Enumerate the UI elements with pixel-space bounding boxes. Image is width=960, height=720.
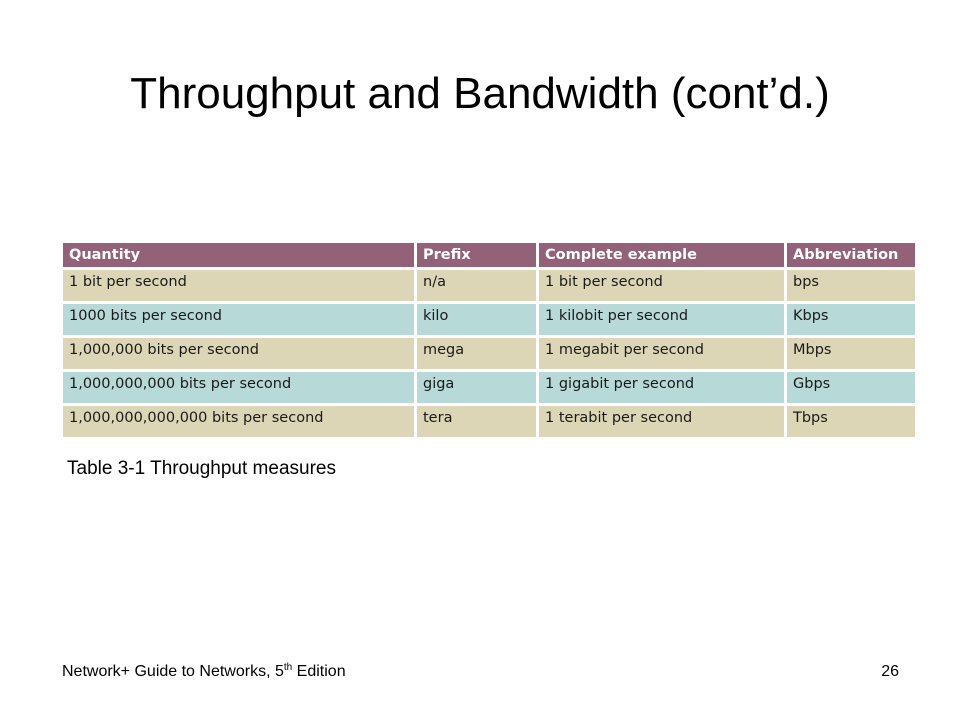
cell-complete-example: 1 bit per second xyxy=(539,270,784,301)
cell-complete-example: 1 terabit per second xyxy=(539,406,784,437)
cell-prefix: tera xyxy=(417,406,536,437)
cell-prefix: kilo xyxy=(417,304,536,335)
column-header-complete-example: Complete example xyxy=(539,243,784,267)
column-header-prefix: Prefix xyxy=(417,243,536,267)
cell-complete-example: 1 megabit per second xyxy=(539,338,784,369)
cell-prefix: mega xyxy=(417,338,536,369)
page-number: 26 xyxy=(881,663,899,680)
cell-complete-example: 1 kilobit per second xyxy=(539,304,784,335)
cell-complete-example: 1 gigabit per second xyxy=(539,372,784,403)
throughput-measures-table-container xyxy=(63,240,912,439)
footer-book-title-prefix: Network+ Guide to Networks, 5 xyxy=(62,663,284,680)
column-header-quantity: Quantity xyxy=(63,243,414,267)
table-row xyxy=(63,270,915,301)
table-row xyxy=(63,372,915,403)
slide-title: Throughput and Bandwidth (cont’d.) xyxy=(130,69,830,118)
footer-book-title-suffix: Edition xyxy=(292,663,346,680)
table-row xyxy=(63,338,915,369)
cell-abbreviation: bps xyxy=(787,270,915,301)
column-header-abbreviation: Abbreviation xyxy=(787,243,915,267)
cell-quantity: 1,000,000,000 bits per second xyxy=(63,372,414,403)
footer-book-title xyxy=(62,662,346,682)
footer-edition-superscript: th xyxy=(283,662,293,673)
table-caption: Table 3-1 Throughput measures xyxy=(67,458,336,479)
cell-abbreviation: Tbps xyxy=(787,406,915,437)
cell-abbreviation: Kbps xyxy=(787,304,915,335)
throughput-measures-table xyxy=(60,240,918,440)
cell-prefix: giga xyxy=(417,372,536,403)
cell-quantity: 1000 bits per second xyxy=(63,304,414,335)
table-row xyxy=(63,304,915,335)
cell-abbreviation: Gbps xyxy=(787,372,915,403)
table-header-row xyxy=(63,243,915,267)
cell-abbreviation: Mbps xyxy=(787,338,915,369)
cell-prefix: n/a xyxy=(417,270,536,301)
cell-quantity: 1,000,000,000,000 bits per second xyxy=(63,406,414,437)
cell-quantity: 1 bit per second xyxy=(63,270,414,301)
table-row xyxy=(63,406,915,437)
cell-quantity: 1,000,000 bits per second xyxy=(63,338,414,369)
